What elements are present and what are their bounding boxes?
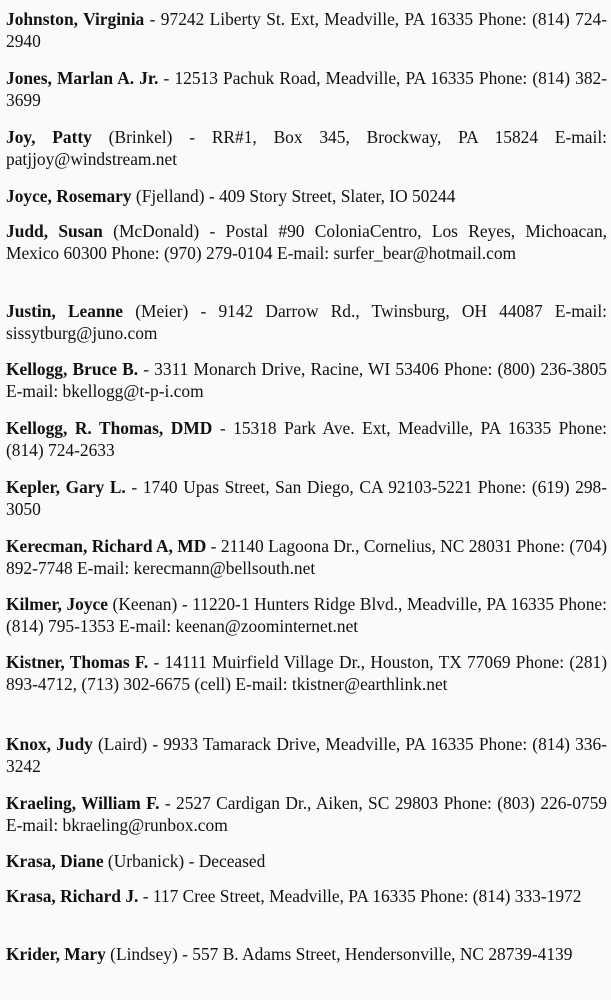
entry-details: - 3311 Monarch Drive, Racine, WI 53406 Phone: (800) 236-3805 E-mail: bkellogg@t-p-i.com (6, 359, 607, 401)
entry-name: Kistner, Thomas F. (6, 652, 149, 672)
entry-maiden-name: (Fjelland) (131, 186, 205, 206)
entry-maiden-name: (Lindsey) (105, 944, 178, 964)
directory-entry (6, 185, 607, 207)
entry-details: - 12513 Pachuk Road, Meadville, PA 16335 Phone: (814) 382-3699 (6, 68, 607, 110)
entry-details: - 117 Cree Street, Meadville, PA 16335 Phone: (814) 333-1972 (138, 886, 582, 906)
entry-name: Joy, Patty (6, 127, 92, 147)
entry-details: - 14111 Muirfield Village Dr., Houston, TX 77069 Phone: (281) 893-4712, (713) 302-6675 (cell) E-mail: tkistner@earthlink.net (6, 652, 608, 694)
entry-details: - Postal #90 ColoniaCentro, Los Reyes, Michoacan, Mexico 60300 Phone: (970) 279-0104 E-mail: surfer_bear@hotmail.com (6, 221, 607, 263)
entry-maiden-name: (Urbanick) (103, 851, 185, 871)
directory-entry (6, 792, 607, 836)
directory-entry (6, 126, 607, 170)
entry-name: Krider, Mary (6, 944, 106, 964)
entry-details: - 15318 Park Ave. Ext, Meadville, PA 16335 Phone: (814) 724-2633 (6, 418, 607, 460)
entry-maiden-name: (McDonald) (102, 221, 200, 241)
entry-details: - 2527 Cardigan Dr., Aiken, SC 29803 Phone: (803) 226-0759 E-mail: bkraeling@runbox.com (6, 793, 607, 835)
entry-name: Kraeling, William F. (6, 793, 160, 813)
directory-entry (6, 476, 607, 520)
entry-details: - 409 Story Street, Slater, IO 50244 (204, 186, 456, 206)
entry-name: Krasa, Diane (6, 851, 104, 871)
directory-entry (6, 943, 607, 965)
directory-entry (6, 850, 607, 872)
entry-name: Jones, Marlan A. Jr. (6, 68, 159, 88)
entry-maiden-name: (Keenan) (107, 594, 178, 614)
directory-entry (6, 358, 607, 402)
directory-entry (6, 593, 607, 637)
directory-entry (6, 417, 607, 461)
entry-name: Kilmer, Joyce (6, 594, 108, 614)
entry-name: Joyce, Rosemary (6, 186, 132, 206)
entry-details: - 11220-1 Hunters Ridge Blvd., Meadville, PA 16335 Phone: (814) 795-1353 E-mail: keenan@zoominternet.net (6, 594, 607, 636)
directory-entry (6, 67, 607, 111)
entry-name: Kellogg, R. Thomas, DMD (6, 418, 213, 438)
directory-entry (6, 651, 607, 695)
directory-entry (6, 300, 607, 344)
entry-name: Justin, Leanne (6, 301, 124, 321)
directory-entry (6, 220, 607, 264)
entry-details: - 557 B. Adams Street, Hendersonville, NC 28739-4139 (177, 944, 573, 964)
entry-details: - RR#1, Box 345, Brockway, PA 15824 E-mail: patjjoy@windstream.net (6, 127, 608, 169)
entry-details: - 21140 Lagoona Dr., Cornelius, NC 28031 Phone: (704) 892-7748 E-mail: kerecmann@bellsouth.net (6, 536, 608, 578)
entry-name: Kepler, Gary L. (6, 477, 126, 497)
entry-maiden-name: (Brinkel) (91, 127, 173, 147)
directory-entry (6, 885, 607, 907)
directory-entry (6, 8, 607, 52)
entry-details: - 97242 Liberty St. Ext, Meadville, PA 16335 Phone: (814) 724-2940 (6, 9, 608, 51)
entry-name: Johnston, Virginia (6, 9, 145, 29)
entry-maiden-name: (Meier) (123, 301, 189, 321)
entry-name: Kerecman, Richard A, MD (6, 536, 207, 556)
directory-entry (6, 535, 607, 579)
entry-details: - 1740 Upas Street, San Diego, CA 92103-5221 Phone: (619) 298-3050 (6, 477, 608, 519)
entry-maiden-name: (Laird) (92, 734, 148, 754)
entry-details: - 9933 Tamarack Drive, Meadville, PA 16335 Phone: (814) 336-3242 (6, 734, 607, 776)
entry-name: Judd, Susan (6, 221, 103, 241)
directory-entry (6, 733, 607, 777)
entry-details: - 9142 Darrow Rd., Twinsburg, OH 44087 E-mail: sissytburg@juno.com (6, 301, 607, 343)
entry-name: Krasa, Richard J. (6, 886, 139, 906)
entry-name: Knox, Judy (6, 734, 93, 754)
entry-name: Kellogg, Bruce B. (6, 359, 139, 379)
entry-details: - Deceased (184, 851, 266, 871)
